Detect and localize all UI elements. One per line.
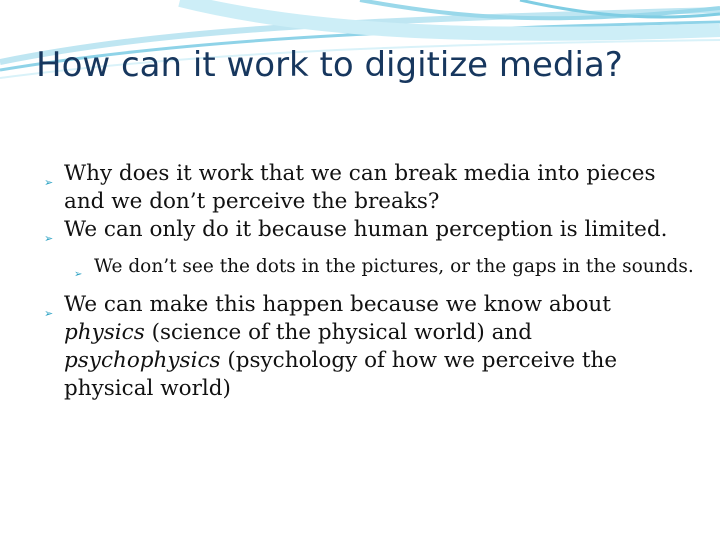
bullet-text: We can only do it because human perception is limited.	[64, 217, 668, 242]
bullet-text-part: (science of the physical world) and	[144, 320, 533, 345]
sub-bullet-text: We don’t see the dots in the pictures, or the gaps in the sounds.	[94, 256, 694, 277]
bullet-text	[64, 291, 694, 403]
bullet-text: Why does it work that we can break media into pieces and we don’t perceive the breaks?	[64, 161, 656, 214]
bullet-item	[44, 216, 694, 244]
sub-bullet-item	[44, 254, 694, 279]
arrow-bullet-icon: ➢	[44, 307, 54, 320]
bullet-text-part: (psychology of how we perceive the physical world)	[64, 348, 618, 401]
arrow-bullet-icon: ➢	[44, 176, 54, 189]
term-psychophysics: psychophysics	[64, 348, 221, 373]
bullet-item	[44, 160, 694, 216]
bullet-text-part: We can make this happen because we know about	[64, 292, 611, 317]
arrow-bullet-icon: ➢	[74, 269, 83, 280]
slide-title: How can it work to digitize media?	[36, 45, 623, 85]
term-physics: physics	[64, 320, 145, 345]
bullet-list	[44, 160, 694, 403]
arrow-bullet-icon: ➢	[44, 232, 54, 245]
bullet-item	[44, 291, 694, 403]
